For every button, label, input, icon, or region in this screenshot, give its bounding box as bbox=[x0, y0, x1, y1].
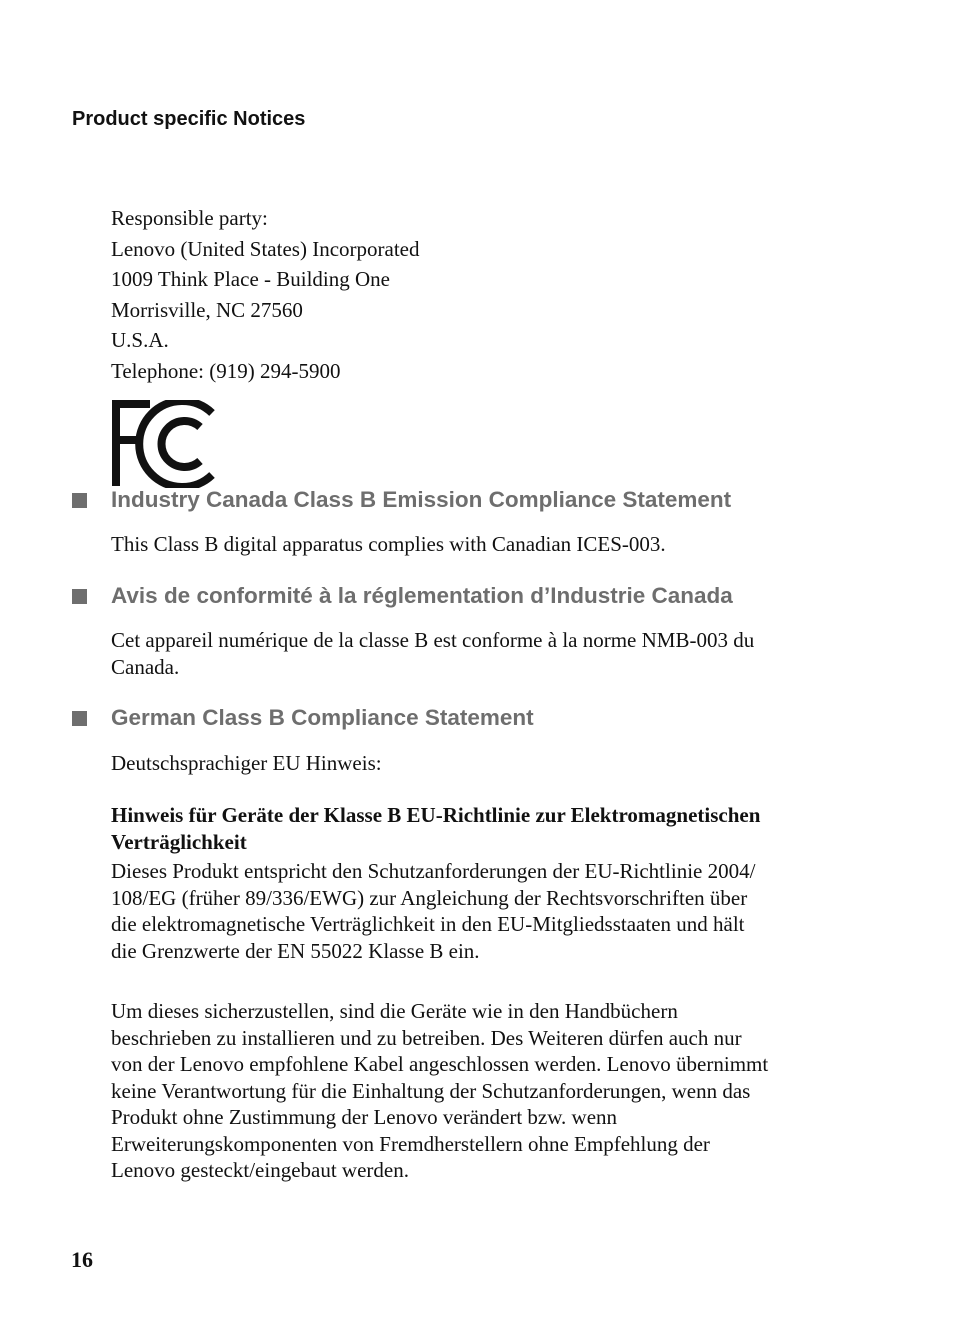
address-line: U.S.A. bbox=[111, 328, 169, 353]
section-title-german: German Class B Compliance Statement bbox=[72, 705, 534, 731]
square-bullet-icon bbox=[72, 493, 87, 508]
avis-body: Cet appareil numérique de la classe B est conforme à la norme NMB-003 du Canada. bbox=[111, 628, 755, 679]
industry-canada-body: This Class B digital apparatus complies with Canadian ICES-003. bbox=[111, 532, 666, 556]
fcc-logo-icon bbox=[112, 400, 218, 488]
section-title-avis: Avis de conformité à la réglementation d’Industrie Canada bbox=[72, 583, 733, 609]
section-title-industry-canada: Industry Canada Class B Emission Compliance Statement bbox=[72, 487, 731, 513]
page-number: 16 bbox=[71, 1247, 93, 1272]
german-subheading: Hinweis für Geräte der Klasse B EU-Richtlinie zur Elektromagnetischen Verträglichkeit bbox=[111, 803, 761, 854]
german-paragraph-2: Um dieses sicherzustellen, sind die Geräte wie in den Handbüchern beschrieben zu installieren und zu betreiben. Des Weiteren dürfen auch nur von der Lenovo empfohlene Kabel angeschlossen werden. Lenovo übernimmt keine Verantwortung für die Einhaltung der Schutzanforderungen, wenn das Produkt ohne Zustimmung der Lenovo verändert bzw. wenn Erweiterungskomponenten von Fremdherstellern ohne Empfehlung der Lenovo gesteckt/eingebaut werden. bbox=[111, 999, 769, 1182]
square-bullet-icon bbox=[72, 711, 87, 726]
german-intro: Deutschsprachiger EU Hinweis: bbox=[111, 751, 382, 775]
address-line: Lenovo (United States) Incorporated bbox=[111, 236, 420, 261]
german-paragraph-1: Dieses Produkt entspricht den Schutzanforderungen der EU-Richtlinie 2004/ 108/EG (früher 89/336/EWG) zur Angleichung der Rechtsvorschriften über die elektromagnetische Verträglichkeit in den EU-Mitgliedsstaaten und hält die Grenzwerte der EN 55022 Klasse B ein. bbox=[111, 859, 756, 963]
responsible-party-block bbox=[111, 203, 419, 387]
square-bullet-icon bbox=[72, 589, 87, 604]
address-line: 1009 Think Place - Building One bbox=[111, 267, 390, 292]
address-line: Telephone: (919) 294-5900 bbox=[111, 358, 341, 383]
address-line: Responsible party: bbox=[111, 206, 268, 230]
page-header: Product specific Notices bbox=[72, 108, 306, 130]
address-line: Morrisville, NC 27560 bbox=[111, 297, 303, 322]
